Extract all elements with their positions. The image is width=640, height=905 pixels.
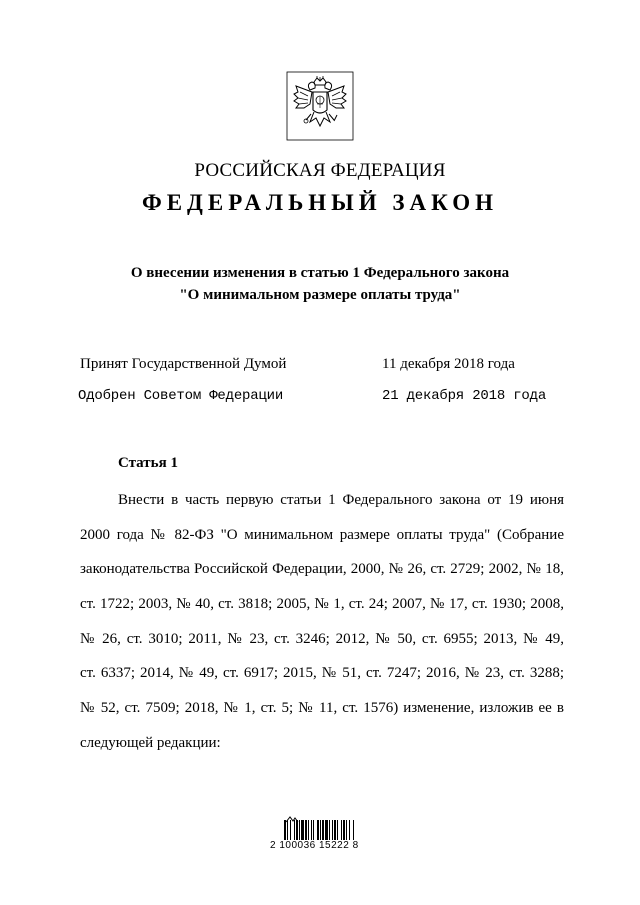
law-title-line-2: "О минимальном размере оплаты труда" [179,287,461,303]
duma-adoption-label: Принят Государственной Думой [80,356,287,372]
law-type-heading: ФЕДЕРАЛЬНЫЙ ЗАКОН [141,190,499,215]
article-line: следующей редакции: [80,734,221,751]
article-heading: Статья 1 [118,455,178,471]
article-line: № 52, ст. 7509; 2018, № 1, ст. 5; № 11, ст. 1576) изменение, изложив ее в [80,700,564,717]
country-name: РОССИЙСКАЯ ФЕДЕРАЦИЯ [194,160,446,181]
barcode-number: 2 100036 15222 8 [270,840,359,851]
coat-of-arms-icon [284,70,356,142]
article-line: законодательства Российской Федерации, 2000, № 26, ст. 2729; 2002, № 18, [80,561,564,578]
article-line: Внести в часть первую статьи 1 Федерального закона от 19 июня [118,492,564,508]
article-body [80,483,564,761]
law-title-line-1: О внесении изменения в статью 1 Федерального закона [130,265,510,281]
council-approval-date: 21 декабря 2018 года [382,388,547,404]
law-title [0,262,640,306]
article-line: № 26, ст. 3010; 2011, № 23, ст. 3246; 2012, № 50, ст. 6955; 2013, № 49, [80,630,564,647]
article-line: 2000 года № 82-ФЗ "О минимальном размере оплаты труда" (Собрание [80,526,564,543]
article-line: ст. 6337; 2014, № 49, ст. 6917; 2015, № 51, ст. 7247; 2016, № 23, ст. 3288; [80,665,564,682]
council-approval-label: Одобрен Советом Федерации [78,388,284,404]
duma-adoption-date: 11 декабря 2018 года [382,356,515,372]
article-line: ст. 1722; 2003, № 40, ст. 3818; 2005, № 1, ст. 24; 2007, № 17, ст. 1930; 2008, [80,596,564,613]
